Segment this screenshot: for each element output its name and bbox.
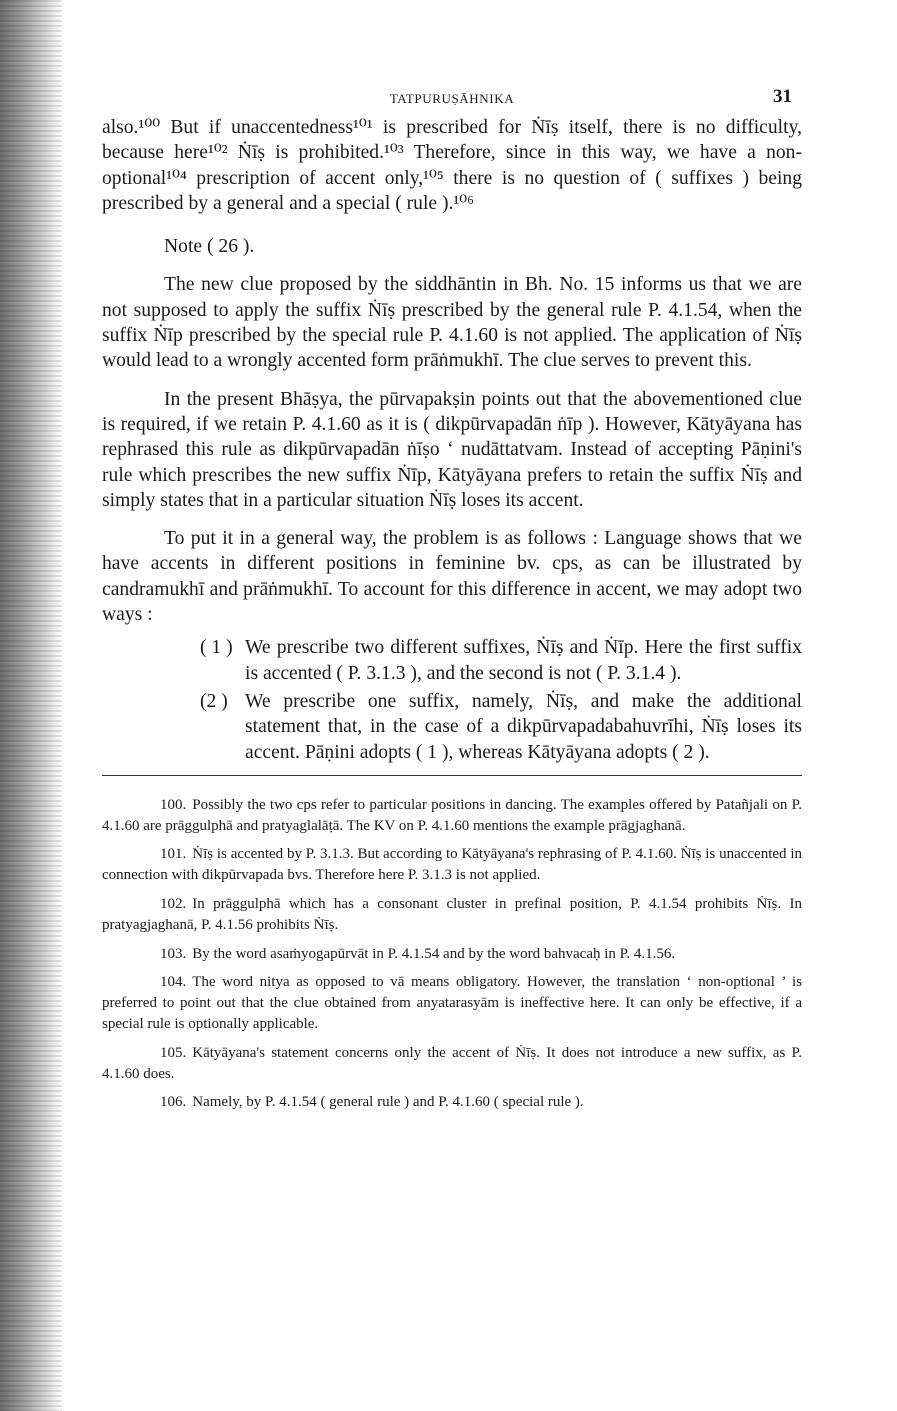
list-text: We prescribe one suffix, namely, Ṅīṣ, and make the additional statement that, in the case of a dikpūrvapadabahuvrīhi, Ṅīṣ loses its accent. Pāṇini adopts ( 1 ), whereas Kātyāyana adopts ( 2 ). (245, 690, 802, 763)
footnote-number: 105. (160, 1044, 187, 1061)
paragraph-3: In the present Bhāṣya, the pūrvapakṣin points out that the abovementioned clue is required, if we retain P. 4.1.60 as it is ( dikpūrvapadān ṅīp ). However, Kātyāyana has rephrased this rule as dikpūrvapadān ṅīṣo ‘ nudāttatvam. Instead of accepting Pāṇini's rule which prescribes the new suffix Ṅīp, Kātyāyana prefers to retain the suffix Ṅīṣ and simply states that in a particular situation Ṅīṣ loses its accent. (102, 388, 802, 511)
footnote (102, 894, 802, 936)
page-number: 31 (773, 86, 792, 107)
footnote-number: 104. (160, 974, 187, 991)
footnote (102, 1092, 802, 1113)
footnote-text: Kātyāyana's statement concerns only the accent of Ṅīṣ. It does not introduce a new suffix, as P. 4.1.60 does. (102, 1044, 802, 1082)
footnote-text: By the word asaṁyogapūrvāt in P. 4.1.54 and by the word bahvacaḥ in P. 4.1.56. (192, 945, 676, 962)
footnote-number: 106. (160, 1094, 187, 1111)
footnote-text: Possibly the two cps refer to particular positions in dancing. The examples offered by Patañjali on P. 4.1.60 are prāggulphā and pratyaglalāṭā. The KV on P. 4.1.60 mentions the example prāgjaghanā. (102, 796, 802, 834)
footnotes (102, 795, 802, 1113)
footnote-number: 101. (160, 846, 187, 863)
book-binding-shadow (0, 0, 62, 1411)
running-title: TATPURUṢĀHNIKA (389, 91, 515, 106)
footnote-text: Ṅīṣ is accented by P. 3.1.3. But according to Kātyāyana's rephrasing of P. 4.1.60. Ṅīṣ is unaccented in connection with dikpūrvapada bvs. Therefore here P. 3.1.3 is not applied. (102, 846, 802, 884)
footnote (102, 844, 802, 886)
footnote-number: 102. (160, 896, 187, 913)
footnote-divider (102, 775, 802, 776)
list-number: (2 ) (200, 690, 228, 712)
footnote (102, 972, 802, 1034)
note-heading: Note ( 26 ). (164, 236, 255, 258)
footnote (102, 1043, 802, 1085)
list-text: We prescribe two different suffixes, Ṅīṣ and Ṅīp. Here the first suffix is accented ( P. 3.1.3 ), and the second is not ( P. 3.1.4 ). (245, 637, 802, 684)
footnote (102, 795, 802, 837)
paragraph-2: The new clue proposed by the siddhāntin in Bh. No. 15 informs us that we are not supposed to apply the suffix Ṅīṣ prescribed by the general rule P. 4.1.54, when the suffix Ṅīp prescribed by the special rule P. 4.1.60 is not applied. The application of Ṅīṣ would lead to a wrongly accented form prāṅmukhī. The clue serves to prevent this. (102, 274, 802, 372)
footnote-text: Namely, by P. 4.1.54 ( general rule ) and P. 4.1.60 ( special rule ). (192, 1094, 584, 1111)
numbered-list (102, 635, 802, 764)
footnote (102, 944, 802, 965)
list-item (200, 689, 802, 765)
list-number: ( 1 ) (200, 637, 233, 659)
footnote-text: The word nitya as opposed to vā means obligatory. However, the translation ‘ non-optional ’ is preferred to point out that the clue obtained from anyatarasyām is ineffective here. It can only be effective, if a special rule is optionally applicable. (102, 974, 802, 1032)
footnote-text: In prāggulphā which has a consonant cluster in prefinal position, P. 4.1.54 prohibits Ṅīṣ. In pratyagjaghanā, P. 4.1.56 prohibits Ṅīṣ. (102, 896, 802, 933)
page-header (102, 82, 802, 112)
paragraph-4: To put it in a general way, the problem is as follows : Language shows that we have accents in different positions in feminine bv. cps, as can be illustrated by candramukhī and prāṅmukhī. To account for this difference in accent, we may adopt two ways : (102, 528, 802, 626)
paragraph-1: also.¹⁰⁰ But if unaccentedness¹⁰¹ is prescribed for Ṅīṣ itself, there is no difficulty, because here¹⁰² Ṅīṣ is prohibited.¹⁰³ Therefore, since in this way, we have a non-optional¹⁰⁴ prescription of accent only,¹⁰⁵ there is no question of ( suffixes ) being prescribed by a general and a special ( rule ).¹⁰⁶ (102, 117, 802, 214)
main-text (102, 115, 802, 765)
list-item (200, 635, 802, 686)
footnote-number: 100. (160, 796, 187, 813)
footnote-number: 103. (160, 945, 187, 962)
page (102, 82, 802, 1121)
